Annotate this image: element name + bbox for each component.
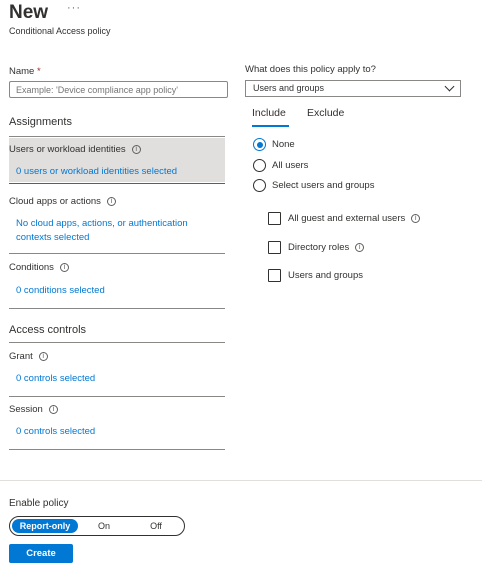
assignments-heading: Assignments <box>9 116 72 128</box>
info-icon[interactable]: i <box>107 197 116 206</box>
tab-include[interactable]: Include <box>252 107 286 119</box>
create-button[interactable]: Create <box>9 544 73 563</box>
conditions-link[interactable]: 0 conditions selected <box>16 285 105 296</box>
applies-to-dropdown[interactable] <box>245 80 461 97</box>
checkbox[interactable] <box>268 212 281 225</box>
radio-label: All users <box>272 160 309 171</box>
cloud-apps-link[interactable]: No cloud apps, actions, or authentication contexts selected <box>16 218 188 243</box>
session-link[interactable]: 0 controls selected <box>16 426 96 437</box>
info-icon[interactable]: i <box>132 145 141 154</box>
users-assignment-link[interactable]: 0 users or workload identities selected <box>16 166 178 177</box>
more-options-button[interactable]: ··· <box>67 2 81 14</box>
divider <box>9 253 225 254</box>
divider <box>9 136 225 137</box>
page-title: New <box>9 2 49 23</box>
applies-to-selected: Users and groups <box>253 83 325 93</box>
session-label <box>9 404 58 415</box>
users-assignment-label-text: Users or workload identities <box>9 144 126 155</box>
info-icon[interactable]: i <box>60 263 69 272</box>
enable-policy-label: Enable policy <box>9 498 69 509</box>
tab-exclude[interactable]: Exclude <box>307 107 345 119</box>
radio-option-select-users[interactable] <box>253 179 374 192</box>
radio-label: Select users and groups <box>272 180 375 191</box>
checkbox-label: Users and groups <box>288 270 363 281</box>
conditions-label <box>9 262 69 273</box>
radio-button[interactable] <box>253 179 266 192</box>
applies-to-label: What does this policy apply to? <box>245 64 376 75</box>
chevron-down-icon <box>445 82 455 92</box>
radio-option-all-users[interactable] <box>253 159 308 172</box>
info-icon[interactable]: i <box>39 352 48 361</box>
checkbox[interactable] <box>268 269 281 282</box>
session-label-text: Session <box>9 404 43 415</box>
required-mark: * <box>36 66 41 77</box>
radio-button[interactable] <box>253 138 266 151</box>
toggle-option-on[interactable]: On <box>97 521 110 531</box>
grant-label-text: Grant <box>9 351 33 362</box>
policy-name-input[interactable] <box>9 81 228 98</box>
toggle-option-off[interactable]: Off <box>150 521 162 531</box>
cloud-apps-label-text: Cloud apps or actions <box>9 196 101 207</box>
toggle-option-report-only[interactable]: Report-only <box>12 519 78 533</box>
page-subtitle: Conditional Access policy <box>9 26 111 36</box>
divider <box>9 342 225 343</box>
checkbox-label: All guest and external users <box>288 213 406 224</box>
footer-divider <box>0 480 482 481</box>
users-assignment-label <box>9 144 141 155</box>
radio-option-none[interactable] <box>253 138 295 151</box>
checkbox-directory-roles[interactable] <box>268 241 364 254</box>
info-icon[interactable]: i <box>411 214 420 223</box>
access-controls-heading: Access controls <box>9 324 87 336</box>
divider <box>9 308 225 309</box>
divider <box>9 396 225 397</box>
info-icon[interactable]: i <box>49 405 58 414</box>
conditions-label-text: Conditions <box>9 262 54 273</box>
name-label <box>9 66 41 77</box>
info-icon[interactable]: i <box>355 243 364 252</box>
checkbox-label: Directory roles <box>288 242 350 253</box>
name-label-text: Name <box>9 66 35 77</box>
active-tab-indicator <box>252 125 289 127</box>
checkbox-users-and-groups[interactable] <box>268 269 363 282</box>
divider <box>9 449 225 450</box>
radio-label: None <box>272 139 295 150</box>
enable-policy-toggle[interactable] <box>9 516 185 536</box>
cloud-apps-label <box>9 196 116 207</box>
divider <box>9 183 225 184</box>
grant-label <box>9 351 48 362</box>
checkbox[interactable] <box>268 241 281 254</box>
radio-button[interactable] <box>253 159 266 172</box>
checkbox-guest-users[interactable] <box>268 212 420 225</box>
grant-link[interactable]: 0 controls selected <box>16 373 96 384</box>
